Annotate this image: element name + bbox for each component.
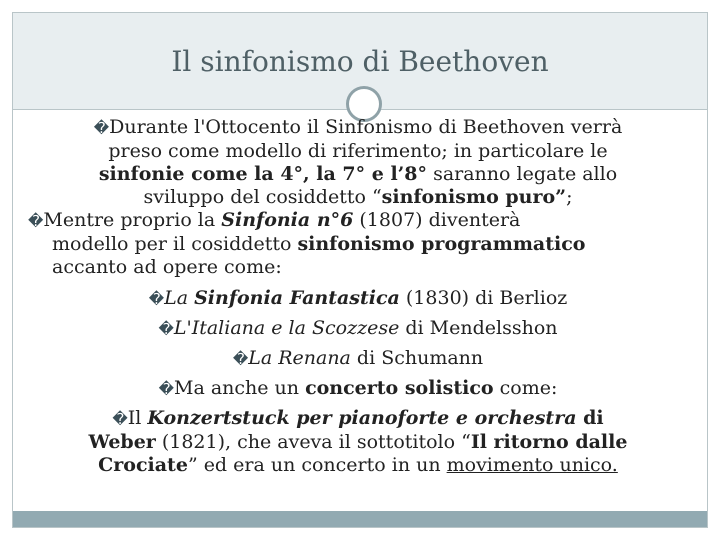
p3-text-1: Il: [127, 407, 148, 429]
item-3-italic: La Renana: [248, 347, 351, 369]
p2-text-3: modello per il cosiddetto: [52, 233, 298, 255]
p3-text-2: (1821), che aveva il sottotitolo “: [155, 431, 471, 453]
p2-text-4: accanto ad opere come:: [52, 256, 282, 278]
item-1-post: (1830) di Berlioz: [399, 287, 568, 309]
list-item: [28, 287, 688, 311]
p1-text-5: ;: [566, 186, 573, 208]
p3-konzertstuck: Konzertstuck per pianoforte e orchestra: [147, 407, 577, 429]
item-1-pre: La: [164, 287, 195, 309]
p1-bold-sinfonie: sinfonie come la 4°, la 7° e l’8°: [98, 163, 428, 185]
bullet-icon: �: [93, 119, 110, 137]
bullet-icon: �: [158, 320, 174, 338]
item-1-bold: Sinfonia Fantastica: [194, 287, 400, 309]
paragraph-1: [28, 116, 688, 209]
bullet-icon: �: [112, 410, 128, 428]
p2-sinfonia-6: Sinfonia n°6: [221, 209, 354, 231]
item-3-post: di Schumann: [350, 347, 484, 369]
slide-title: Il sinfonismo di Beethoven: [171, 45, 549, 78]
list-item: [28, 347, 688, 371]
p3-di: di: [576, 407, 604, 429]
bullet-icon: �: [158, 380, 174, 398]
p1-bold-puro: sinfonismo puro”: [381, 186, 567, 208]
p2-text-1: Mentre proprio la: [43, 209, 222, 231]
footer-bar: [13, 511, 707, 527]
slide-content: [28, 116, 688, 477]
p3-ritorno: Il ritorno dalle: [470, 431, 628, 453]
p2-text-2: (1807) diventerà: [353, 209, 521, 231]
item-2-italic: L'Italiana e la Scozzese: [173, 317, 400, 339]
list-item: [28, 317, 688, 341]
p3-movimento-unico: movimento unico.: [446, 454, 618, 476]
bullet-icon: �: [28, 212, 44, 230]
item-4-pre: Ma anche un: [174, 377, 306, 399]
item-4-post: come:: [493, 377, 558, 399]
p3-weber: Weber: [88, 431, 156, 453]
p3-crociate: Crociate: [98, 454, 188, 476]
paragraph-2: [28, 209, 688, 279]
p2-bold-programmatico: sinfonismo programmatico: [297, 233, 586, 255]
bullet-icon: �: [232, 350, 249, 368]
list-item: [28, 377, 688, 401]
p1-text-4: sviluppo del cosiddetto “: [143, 186, 382, 208]
p1-line-1: Durante l'Ottocento il Sinfonismo di Beethoven verrà: [109, 116, 623, 138]
p1-text-3: saranno legate allo: [433, 163, 618, 185]
item-4-bold: concerto solistico: [305, 377, 494, 399]
p1-line-2: preso come modello di riferimento; in particolare le: [108, 140, 608, 162]
bullet-icon: �: [148, 290, 165, 308]
paragraph-3: [28, 407, 688, 477]
p3-text-3: ” ed era un concerto in un: [187, 454, 447, 476]
item-2-post: di Mendelsshon: [399, 317, 558, 339]
